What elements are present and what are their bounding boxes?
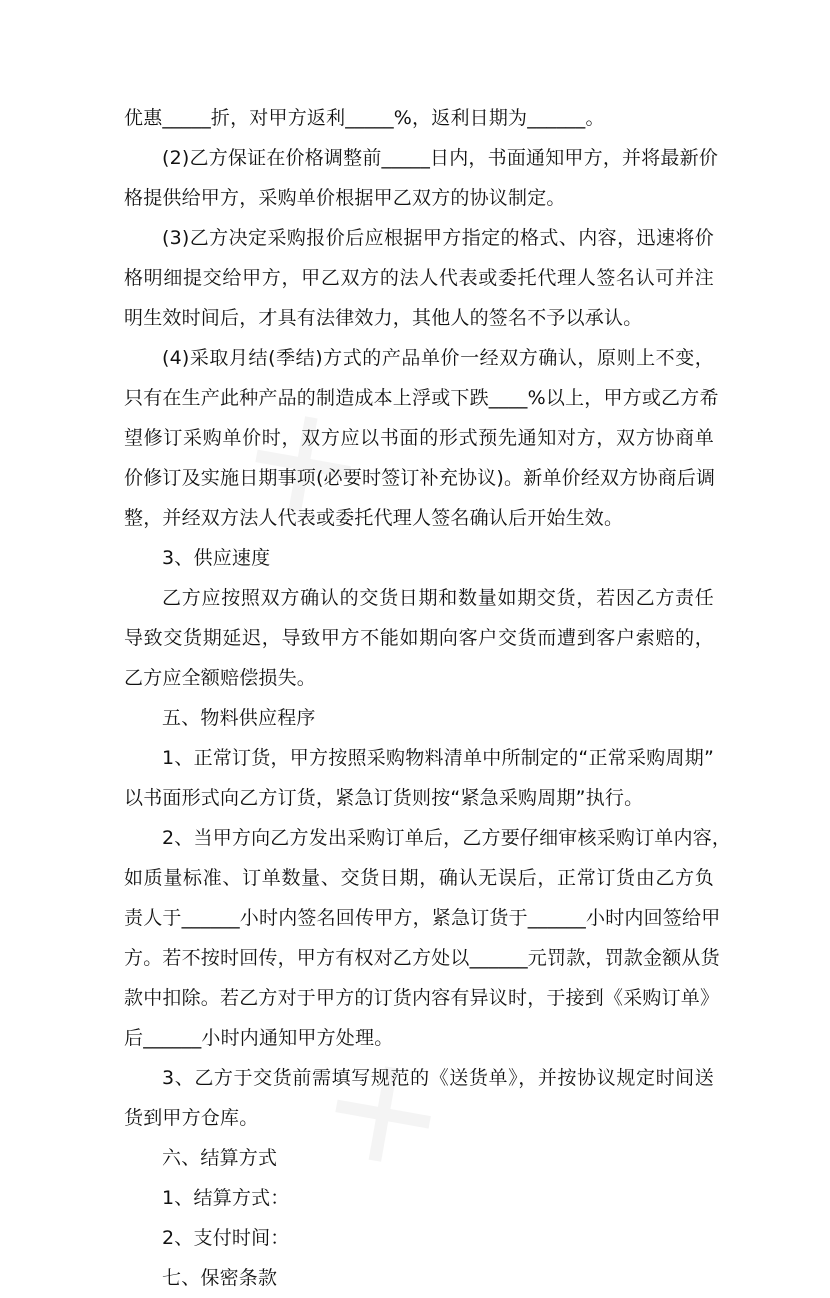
paragraph-line: 明生效时间后，才具有法律效力，其他人的签名不予以承认。 <box>124 307 643 329</box>
paragraph-line: 导致交货期延迟，导致甲方不能如期向客户交货而遭到客户索赔的， <box>124 627 714 649</box>
paragraph-line: 1、正常订货，甲方按照采购物料清单中所制定的“正常采购周期” <box>162 747 714 769</box>
section-heading: 3、供应速度 <box>162 547 271 569</box>
paragraph-line: 后______小时内通知甲方处理。 <box>124 1027 394 1049</box>
section-heading: 五、物料供应程序 <box>162 707 316 729</box>
paragraph-line: (2)乙方保证在价格调整前_____日内，书面通知甲方，并将最新价 <box>162 147 719 169</box>
paragraph-line: 望修订采购单价时，双方应以书面的形式预先通知对方，双方协商单 <box>124 427 714 449</box>
paragraph-line: 乙方应全额赔偿损失。 <box>124 667 317 689</box>
paragraph-line: (4)采取月结(季结)方式的产品单价一经双方确认，原则上不变， <box>162 347 714 369</box>
paragraph-line: 2、支付时间： <box>162 1227 290 1249</box>
paragraph-line: 整，并经双方法人代表或委托代理人签名确认后开始生效。 <box>124 507 624 529</box>
paragraph-line: 以书面形式向乙方订货，紧急订货则按“紧急采购周期”执行。 <box>124 787 644 809</box>
section-heading: 七、保密条款 <box>162 1267 278 1289</box>
paragraph-line: 1、结算方式： <box>162 1187 290 1209</box>
section-heading: 六、结算方式 <box>162 1147 278 1169</box>
paragraph-line: 责人于______小时内签名回传甲方，紧急订货于______小时内回签给甲 <box>124 907 721 929</box>
paragraph-line: 方。若不按时回传，甲方有权对乙方处以______元罚款，罚款金额从货 <box>124 947 720 969</box>
paragraph-line: 乙方应按照双方确认的交货日期和数量如期交货，若因乙方责任 <box>162 587 714 609</box>
document-body <box>124 98 732 1298</box>
paragraph-line: 价修订及实施日期事项(必要时签订补充协议)。新单价经双方协商后调 <box>124 467 716 489</box>
paragraph-line: 如质量标准、订单数量、交货日期，确认无误后，正常订货由乙方负 <box>124 867 714 889</box>
paragraph-line: 3、乙方于交货前需填写规范的《送货单》，并按协议规定时间送 <box>162 1067 714 1089</box>
paragraph-line: 货到甲方仓库。 <box>124 1107 259 1129</box>
paragraph-line: (3)乙方决定采购报价后应根据甲方指定的格式、内容，迅速将价 <box>162 227 714 249</box>
paragraph-line: 2、当甲方向乙方发出采购订单后，乙方要仔细审核采购订单内容， <box>162 827 732 849</box>
paragraph-line: 只有在生产此种产品的制造成本上浮或下跌____%以上，甲方或乙方希 <box>124 387 719 409</box>
paragraph-line: 格明细提交给甲方，甲乙双方的法人代表或委托代理人签名认可并注 <box>124 267 714 289</box>
paragraph-line: 优惠_____折，对甲方返利_____%，返利日期为______。 <box>124 107 605 129</box>
paragraph-line: 款中扣除。若乙方对于甲方的订货内容有异议时，于接到《采购订单》 <box>124 987 720 1009</box>
paragraph-line: 格提供给甲方，采购单价根据甲乙双方的协议制定。 <box>124 187 566 209</box>
